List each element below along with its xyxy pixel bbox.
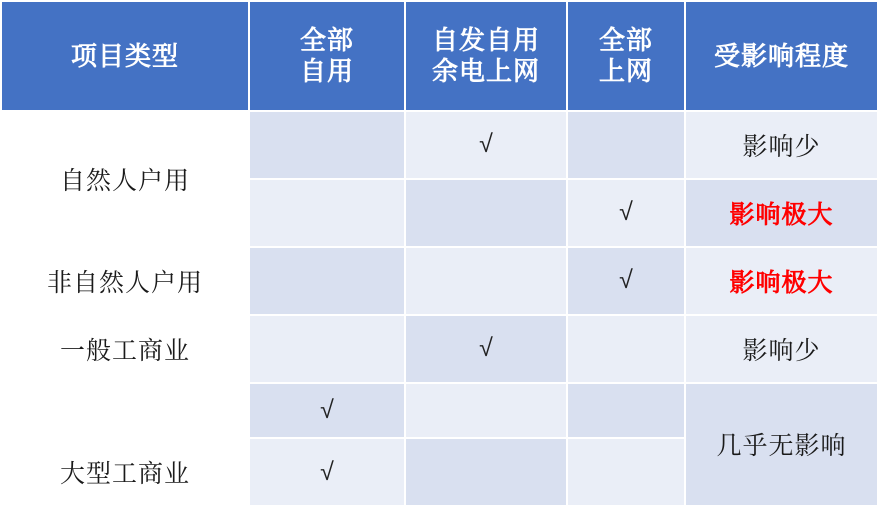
cell-all-self-use — [249, 315, 405, 383]
column-header-line: 余电上网 — [431, 56, 540, 86]
column-header-project-type — [1, 1, 249, 111]
table-row — [1, 111, 877, 179]
table-header-row — [1, 1, 877, 111]
row-label-large-commercial: 大型工商业 — [1, 438, 249, 506]
cell-all-grid: √ — [567, 179, 685, 247]
table-row — [1, 383, 877, 438]
cell-self-use-surplus-grid: √ — [405, 315, 567, 383]
column-header-all-grid — [567, 1, 685, 111]
table-body — [1, 111, 877, 506]
row-label-general-commercial: 一般工商业 — [1, 315, 249, 383]
column-header-all-self-use — [249, 1, 405, 111]
cell-all-grid — [567, 383, 685, 438]
column-header-line: 受影响程度 — [713, 40, 849, 71]
column-header-self-use-surplus-grid — [405, 1, 567, 111]
column-header-line: 全部 — [299, 25, 354, 56]
cell-all-self-use — [249, 179, 405, 247]
column-header-line: 项目类型 — [70, 40, 179, 71]
cell-self-use-surplus-grid: √ — [405, 111, 567, 179]
cell-all-grid — [567, 315, 685, 383]
cell-all-grid — [567, 438, 685, 506]
table-row — [1, 315, 877, 383]
column-header-impact-level — [685, 1, 877, 111]
cell-all-self-use — [249, 111, 405, 179]
column-header-line: 上网 — [598, 56, 653, 86]
column-header-line: 全部 — [598, 25, 653, 56]
cell-impact: 影响极大 — [685, 247, 877, 315]
table-row — [1, 247, 877, 315]
table-header — [1, 1, 877, 111]
cell-all-self-use: √ — [249, 438, 405, 506]
cell-impact: 影响极大 — [685, 179, 877, 247]
column-header-line: 自发自用 — [431, 25, 540, 56]
cell-impact: 影响少 — [685, 111, 877, 179]
column-header-line: 自用 — [299, 56, 354, 86]
cell-all-self-use: √ — [249, 383, 405, 438]
row-label-general-commercial-continued — [1, 383, 249, 438]
cell-self-use-surplus-grid — [405, 179, 567, 247]
row-label-non-natural-person-household: 非自然人户用 — [1, 247, 249, 315]
cell-all-grid — [567, 111, 685, 179]
cell-all-grid: √ — [567, 247, 685, 315]
cell-all-self-use — [249, 247, 405, 315]
cell-impact: 几乎无影响 — [685, 383, 877, 506]
cell-self-use-surplus-grid — [405, 438, 567, 506]
cell-self-use-surplus-grid — [405, 383, 567, 438]
cell-self-use-surplus-grid — [405, 247, 567, 315]
cell-impact: 影响少 — [685, 315, 877, 383]
row-label-natural-person-household: 自然人户用 — [1, 111, 249, 247]
